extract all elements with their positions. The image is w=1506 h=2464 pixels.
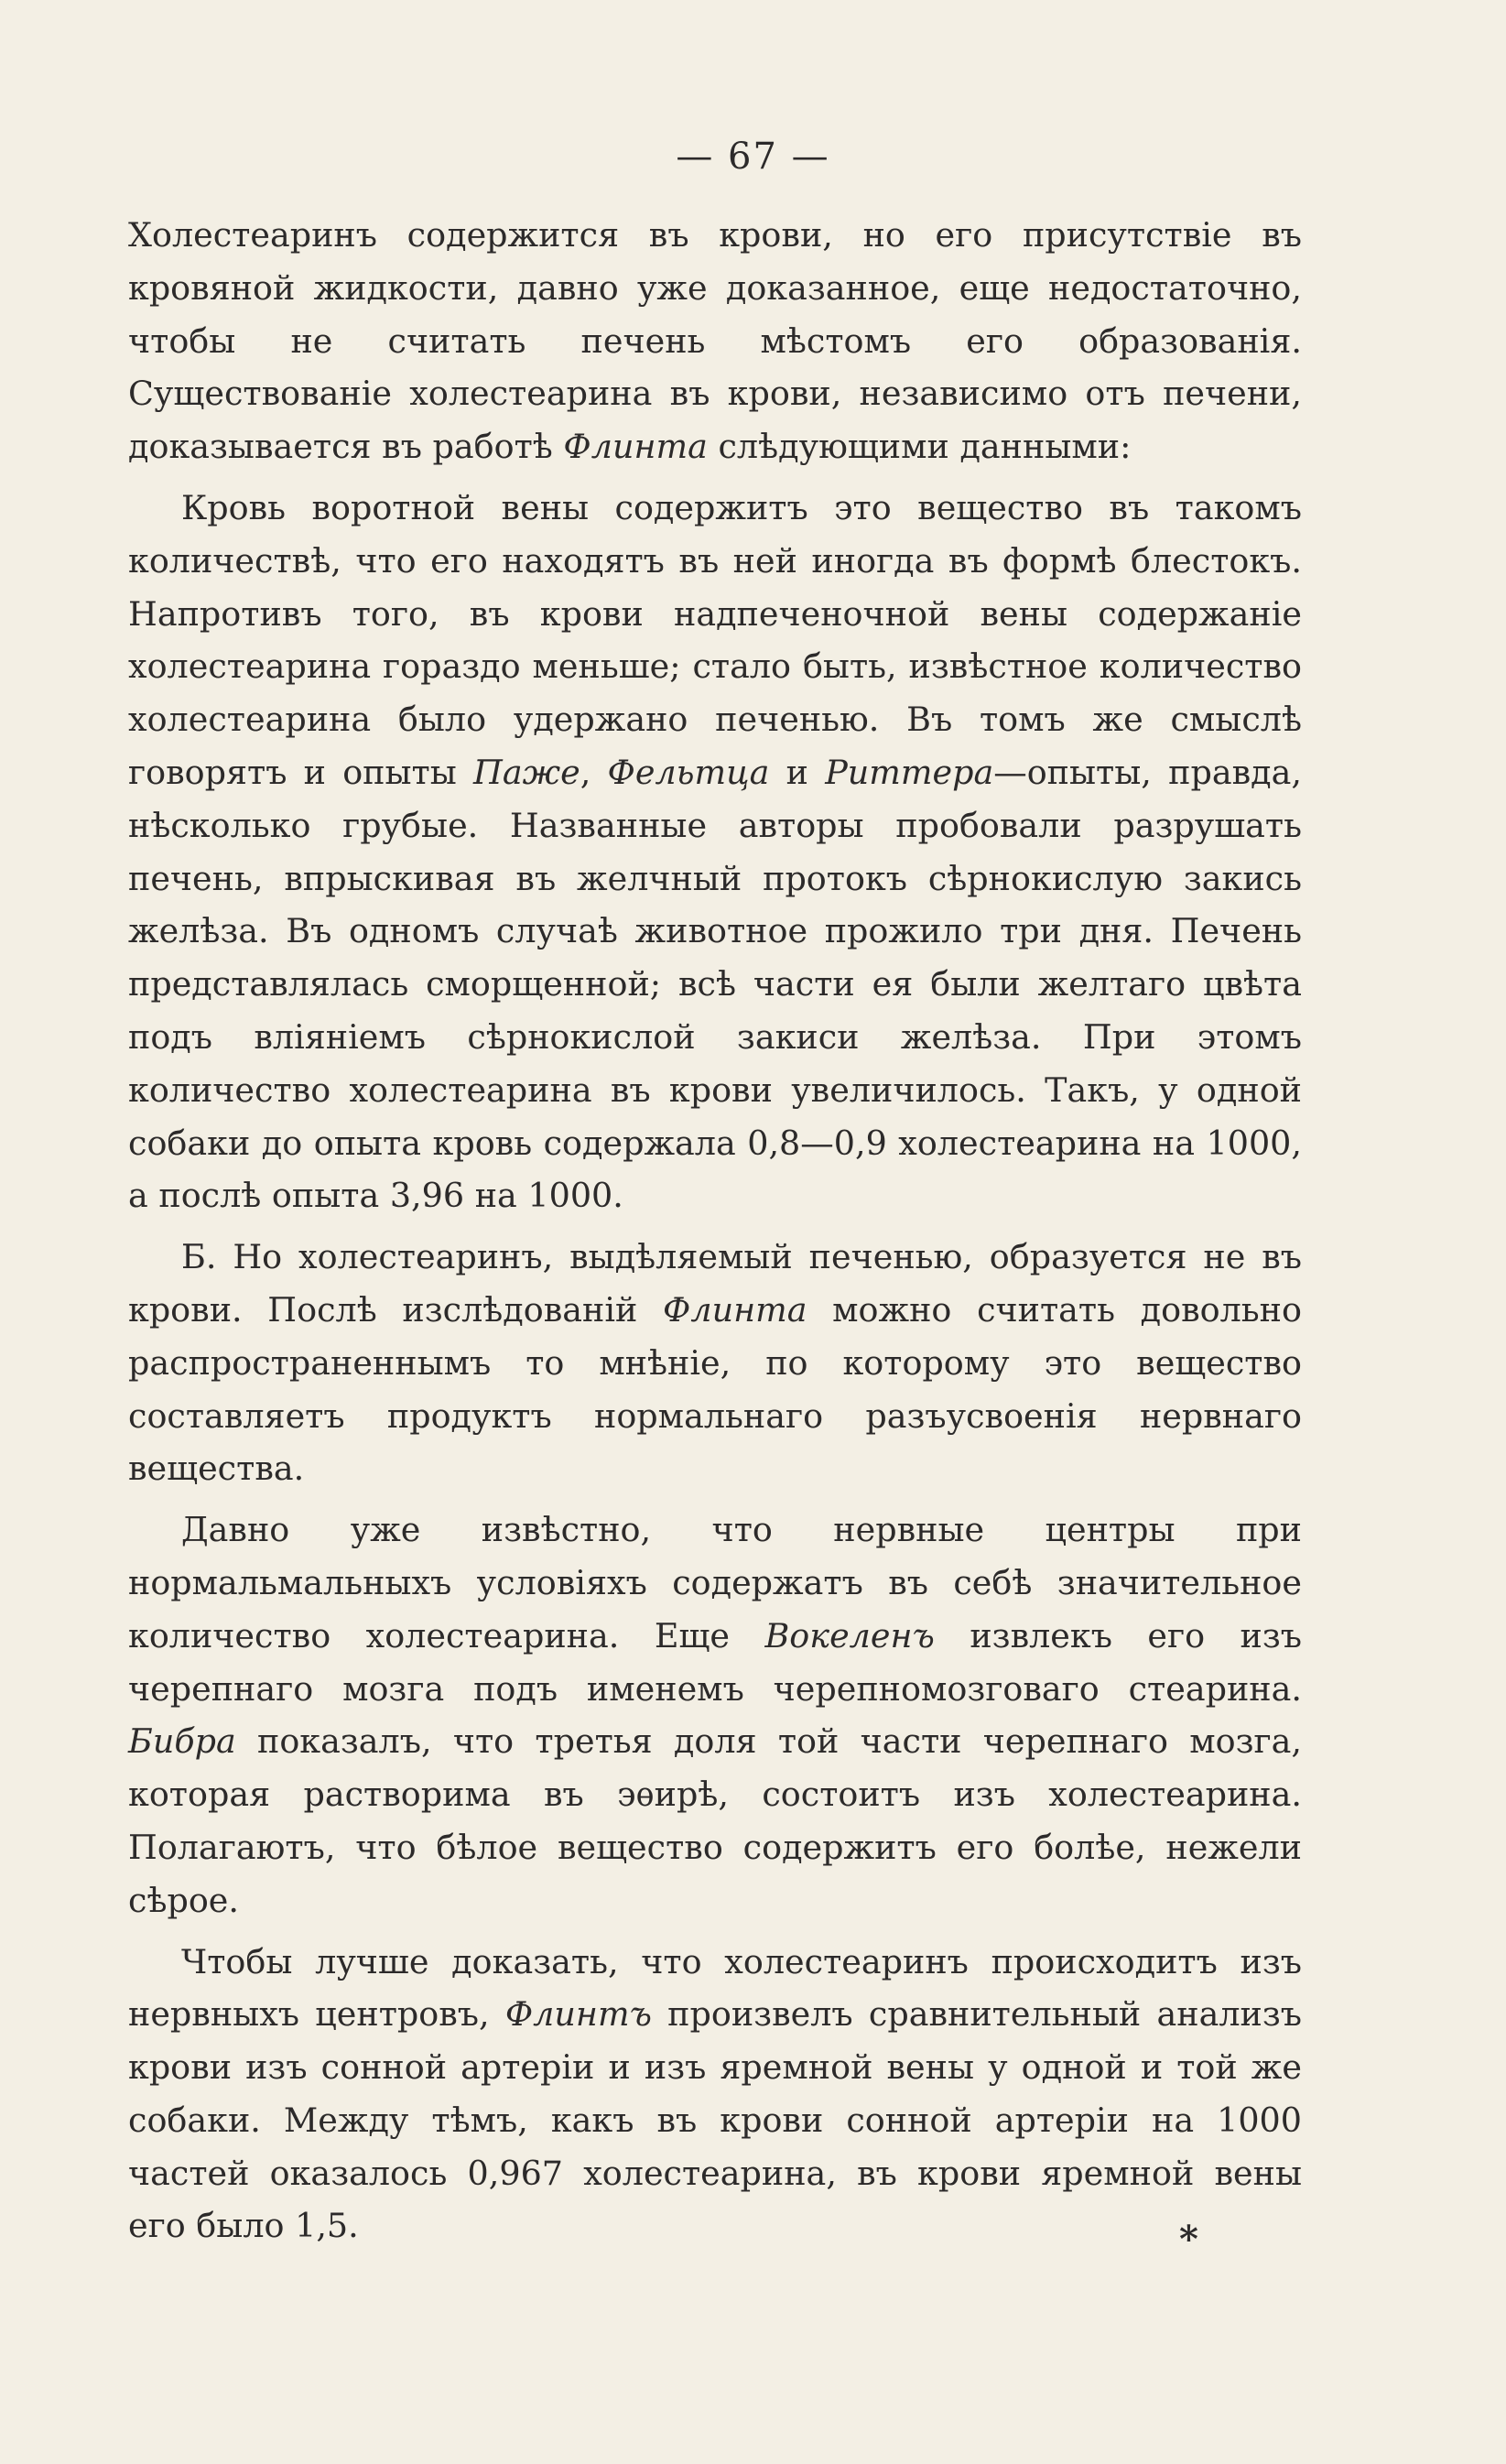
- paragraph: [128, 209, 1302, 473]
- author-name: Паже: [473, 752, 580, 792]
- text-run: показалъ, что третья доля той части черепнаго мозга, которая растворима въ эѳирѣ, состоитъ изъ холестеарина. Полагаютъ, что бѣлое вещество содержитъ его болѣе, нежели сѣрое.: [128, 1721, 1302, 1920]
- author-name: Фельтца: [607, 752, 770, 792]
- text-run: Б. Но холестеаринъ, выдѣляемый печенью, образуется не въ крови. Послѣ изслѣдованій: [128, 1237, 1302, 1330]
- author-name: Флинтъ: [504, 1994, 652, 2035]
- text-run: можно считать довольно распространеннымъ то мнѣніе, по которому это вещество составляетъ продуктъ нормальнаго разъусвоенія нервнаго вещества.: [128, 1289, 1302, 1489]
- paragraph: [128, 1936, 1302, 2253]
- text-run: —опыты, правда, нѣсколько грубые. Названные авторы пробовали разрушать печень, впрыскивая въ желчный протокъ сѣрнокислую закись желѣза. Въ одномъ случаѣ животное прожило три дня. Печень представлялась сморщенной; всѣ части ея были желтаго цвѣта подъ вліяніемъ сѣрнокислой закиси желѣза. При этомъ количество холестеарина въ крови увеличилось. Такъ, у одной собаки до опыта кровь содержала 0,8—0,9 холестеарина на 1000, а послѣ опыта 3,96 на 1000.: [128, 752, 1302, 1216]
- text-run: произвелъ сравнительный анализъ крови изъ сонной артеріи и изъ яремной вены у одной и той же собаки. Между тѣмъ, какъ въ крови сонной артеріи на 1000 частей оказалось 0,967 холестеарина, въ крови яремной вены его было 1,5.: [128, 1994, 1302, 2246]
- paragraph: [128, 1231, 1302, 1495]
- author-name: Бибра: [128, 1721, 236, 1762]
- author-name: Флинта: [663, 1289, 807, 1330]
- paragraph: [128, 482, 1302, 1222]
- author-name: Флинта: [563, 427, 708, 467]
- text-run: ,: [580, 752, 608, 792]
- page-number-header: — 67 —: [676, 136, 830, 178]
- text-run: Чтобы лучше доказать, что холестеаринъ происходитъ изъ нервныхъ центровъ,: [128, 1941, 1302, 2035]
- paragraph: [128, 1503, 1302, 1927]
- author-name: Вокеленъ: [764, 1615, 935, 1655]
- text-run: извлекъ его изъ черепнаго мозга подъ именемъ черепномозговаго стеарина.: [128, 1615, 1302, 1709]
- text-run: Кровь воротной вены содержитъ это вещество въ такомъ количествѣ, что его находятъ въ ней иногда въ формѣ блестокъ. Напротивъ того, въ крови надпеченочной вены содержаніе холестеарина гораздо меньше; стало быть, извѣстное количество холестеарина было удержано печенью. Въ томъ же смыслѣ говорятъ и опыты: [128, 487, 1302, 792]
- text-run: и: [769, 752, 826, 792]
- signature-mark: *: [1179, 2218, 1198, 2261]
- text-run: Давно уже извѣстно, что нервные центры при нормальмальныхъ условіяхъ содержатъ въ себѣ значительное количество холестеарина. Еще: [128, 1510, 1302, 1655]
- body-text: [128, 209, 1302, 2261]
- text-run: слѣдующими данными:: [707, 427, 1132, 467]
- text-run: Холестеаринъ содержится въ крови, но его присутствіе въ кровяной жидкости, давно уже доказанное, еще недостаточно, чтобы не считать печень мѣстомъ его образованія. Существованіе холестеарина въ крови, независимо отъ печени, доказывается въ работѣ: [128, 215, 1302, 467]
- author-name: Риттера: [825, 752, 994, 792]
